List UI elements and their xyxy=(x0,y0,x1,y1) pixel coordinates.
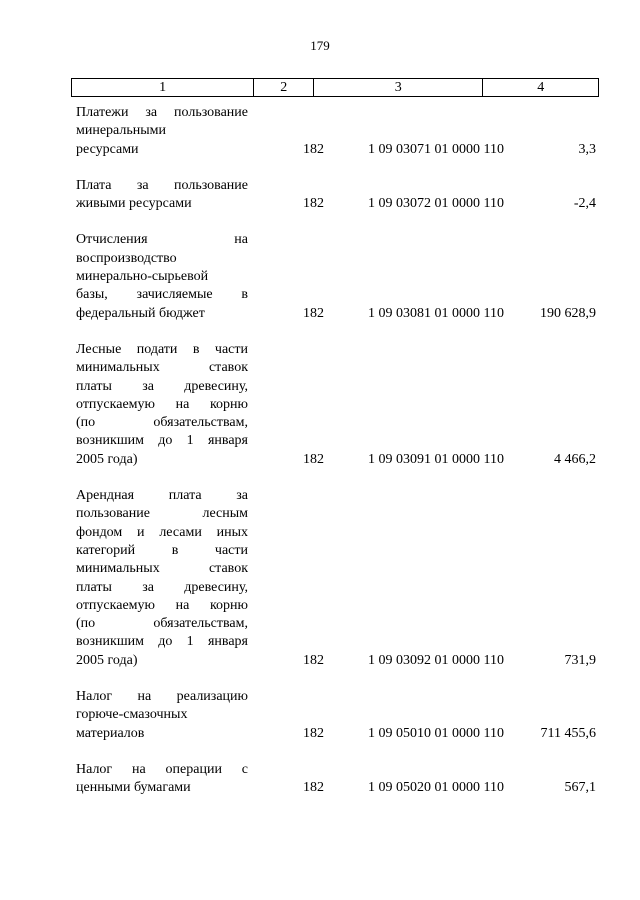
budget-classification-code: 1 09 03091 01 0000 110 xyxy=(368,451,504,467)
table-body xyxy=(76,104,596,816)
table-row xyxy=(76,177,596,214)
revenue-name-line: платы за древесину, xyxy=(76,579,248,595)
table-row xyxy=(76,487,596,670)
revenue-name-line: Лесные подати в части xyxy=(76,341,248,357)
revenue-name-line: Отчисления на xyxy=(76,232,248,248)
table-row xyxy=(76,104,596,159)
revenue-name-line: Налог на операции с xyxy=(76,761,248,777)
revenue-name-line: ценными бумагами xyxy=(76,780,191,796)
revenue-name-line: горюче-смазочных xyxy=(76,707,188,723)
header-col-1: 1 xyxy=(72,79,254,96)
budget-classification-code: 1 09 03092 01 0000 110 xyxy=(368,652,504,668)
admin-code: 182 xyxy=(303,451,324,467)
header-col-4: 4 xyxy=(537,79,545,95)
revenue-name-line: Налог на реализацию xyxy=(76,689,248,705)
table-row xyxy=(76,231,596,322)
revenue-name-line: пользование лесным xyxy=(76,506,248,522)
admin-code: 182 xyxy=(303,725,324,741)
amount: 4 466,2 xyxy=(554,451,596,467)
revenue-name-line: базы, зачисляемые в xyxy=(76,287,248,303)
revenue-name-line: воспроизводство xyxy=(76,250,177,266)
admin-code: 182 xyxy=(303,780,324,796)
amount: 731,9 xyxy=(564,652,596,668)
budget-classification-code: 1 09 03081 01 0000 110 xyxy=(368,305,504,321)
revenue-name-line: возникшим до 1 января xyxy=(76,634,248,650)
revenue-name-line: отпускаемую на корню xyxy=(76,396,248,412)
amount: 711 455,6 xyxy=(540,725,596,741)
revenue-name-line: 2005 года) xyxy=(76,451,138,467)
admin-code: 182 xyxy=(303,652,324,668)
table-row xyxy=(76,761,596,798)
revenue-name-line: живыми ресурсами xyxy=(76,196,192,212)
revenue-name-line: материалов xyxy=(76,725,145,741)
revenue-name-line: минеральными xyxy=(76,123,167,139)
revenue-name xyxy=(76,177,248,214)
budget-classification-code: 1 09 03072 01 0000 110 xyxy=(368,196,504,212)
header-col-2: 2 xyxy=(254,79,314,96)
budget-classification-code: 1 09 05020 01 0000 110 xyxy=(368,780,504,796)
table-header xyxy=(71,78,599,97)
revenue-name-line: возникшим до 1 января xyxy=(76,433,248,449)
amount: 3,3 xyxy=(578,141,596,157)
revenue-name-line: (по обязательствам, xyxy=(76,415,248,431)
budget-classification-code: 1 09 03071 01 0000 110 xyxy=(368,141,504,157)
revenue-name-line: категорий в части xyxy=(76,542,248,558)
revenue-name-line: Платежи за пользование xyxy=(76,105,248,120)
revenue-name-line: ресурсами xyxy=(76,141,139,157)
revenue-name-line: Плата за пользование xyxy=(76,177,248,193)
amount: 190 628,9 xyxy=(540,305,596,321)
revenue-name-line: Арендная плата за xyxy=(76,488,248,504)
amount: -2,4 xyxy=(573,196,596,212)
header-col-3: 3 xyxy=(314,79,483,96)
revenue-name xyxy=(76,231,248,322)
table-row xyxy=(76,341,596,469)
revenue-name xyxy=(76,487,248,670)
revenue-name-line: федеральный бюджет xyxy=(76,305,205,321)
revenue-name-line: 2005 года) xyxy=(76,652,138,668)
revenue-name xyxy=(76,761,248,798)
revenue-name-line: фондом и лесами иных xyxy=(76,524,248,540)
table-row xyxy=(76,688,596,743)
admin-code: 182 xyxy=(303,305,324,321)
admin-code: 182 xyxy=(303,141,324,157)
budget-classification-code: 1 09 05010 01 0000 110 xyxy=(368,725,504,741)
revenue-name xyxy=(76,104,248,159)
revenue-name-line: минимальных ставок xyxy=(76,561,248,577)
revenue-name-line: минимальных ставок xyxy=(76,360,248,376)
page-number: 179 xyxy=(310,38,330,53)
admin-code: 182 xyxy=(303,196,324,212)
revenue-name-line: отпускаемую на корню xyxy=(76,597,248,613)
revenue-name xyxy=(76,688,248,743)
revenue-name-line: минерально-сырьевой xyxy=(76,269,209,285)
revenue-name xyxy=(76,341,248,469)
amount: 567,1 xyxy=(564,780,596,796)
revenue-name-line: платы за древесину, xyxy=(76,378,248,394)
revenue-name-line: (по обязательствам, xyxy=(76,616,248,632)
